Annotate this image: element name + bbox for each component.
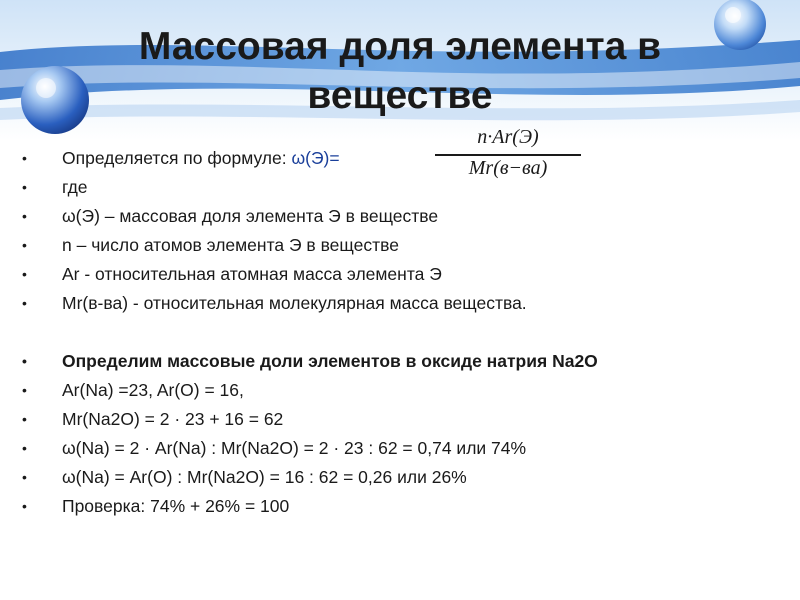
list-item: • Определяется по формуле: ω(Э)= bbox=[22, 144, 598, 173]
list-item: • ω(Na) = Ar(O) : Mr(Na2O) = 16 : 62 = 0,26 или 26% bbox=[22, 463, 598, 492]
bullet-icon: • bbox=[22, 179, 27, 195]
list-item: • Ar(Na) =23, Ar(O) = 16, bbox=[22, 376, 598, 405]
bullet-list bbox=[22, 144, 598, 521]
bullet-icon: • bbox=[22, 440, 27, 456]
list-item: • где bbox=[22, 173, 598, 202]
formula-label: ω(Э)= bbox=[291, 148, 340, 168]
list-item: • ω(Na) = 2 · Ar(Na) : Mr(Na2O) = 2 · 23 : 62 = 0,74 или 74% bbox=[22, 434, 598, 463]
list-item: • Проверка: 74% + 26% = 100 bbox=[22, 492, 598, 521]
bullet-icon: • bbox=[22, 411, 27, 427]
formula-numerator: n·Ar(Э) bbox=[477, 126, 539, 148]
list-item: • Mr(в-ва) - относительная молекулярная масса вещества. bbox=[22, 289, 598, 318]
bullet-icon: • bbox=[22, 295, 27, 311]
bullet-icon: • bbox=[22, 208, 27, 224]
bullet-icon: • bbox=[22, 469, 27, 485]
list-item: • Определим массовые доли элементов в оксиде натрия Na2O bbox=[22, 347, 598, 376]
bullet-icon: • bbox=[22, 353, 27, 369]
list-item: • Ar - относительная атомная масса элемента Э bbox=[22, 260, 598, 289]
list-item: • ω(Э) – массовая доля элемента Э в веществе bbox=[22, 202, 598, 231]
bullet-icon: • bbox=[22, 237, 27, 253]
bullet-icon: • bbox=[22, 150, 27, 166]
slide-title: Массовая доля элемента в веществе bbox=[138, 25, 662, 117]
bullet-icon: • bbox=[22, 382, 27, 398]
list-item: • Mr(Na2O) = 2 · 23 + 16 = 62 bbox=[22, 405, 598, 434]
bullet-icon: • bbox=[22, 498, 27, 514]
formula-denominator: Mr(в−ва) bbox=[468, 157, 548, 179]
bullet-icon: • bbox=[22, 266, 27, 282]
list-item: • n – число атомов элемента Э в веществе bbox=[22, 231, 598, 260]
list-spacer bbox=[22, 318, 598, 347]
